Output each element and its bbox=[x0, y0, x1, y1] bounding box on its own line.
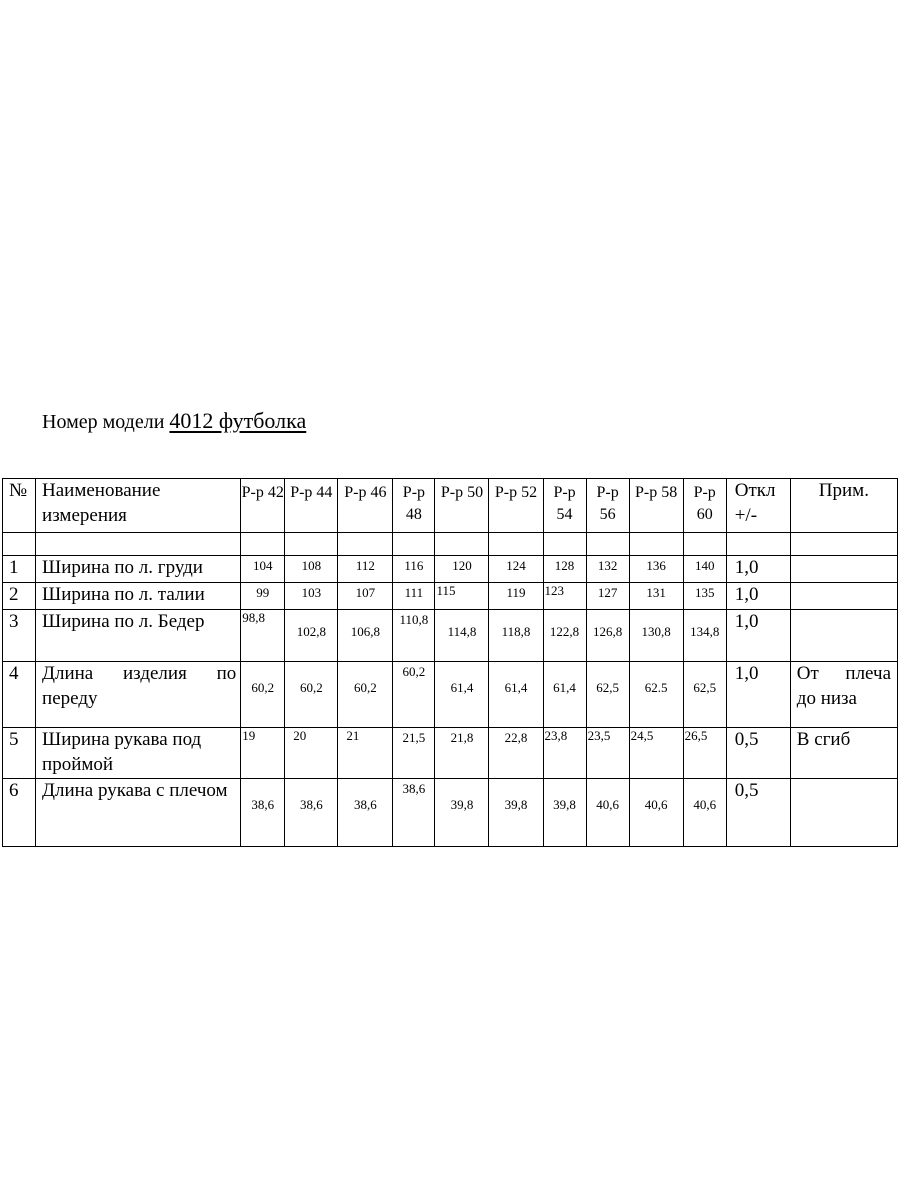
blank-cell bbox=[3, 533, 36, 556]
measurement-name: Ширина рукава под проймой bbox=[36, 728, 241, 779]
note-value bbox=[790, 556, 897, 583]
size-value: 26,5 bbox=[683, 728, 726, 779]
size-value: 122,8 bbox=[543, 610, 586, 662]
size-value: 104 bbox=[241, 556, 285, 583]
deviation-value: 1,0 bbox=[726, 583, 790, 610]
blank-cell bbox=[629, 533, 683, 556]
size-value: 116 bbox=[393, 556, 435, 583]
blank-cell bbox=[489, 533, 543, 556]
size-value: 61,4 bbox=[543, 662, 586, 728]
row-number: 1 bbox=[3, 556, 36, 583]
note-value bbox=[790, 583, 897, 610]
size-value: 23,8 bbox=[543, 728, 586, 779]
size-value: 61,4 bbox=[489, 662, 543, 728]
size-value: 38,6 bbox=[285, 779, 338, 847]
size-value: 123 bbox=[543, 583, 586, 610]
header-size: Р-р 44 bbox=[285, 479, 338, 533]
size-value: 130,8 bbox=[629, 610, 683, 662]
note-value: В сгиб bbox=[790, 728, 897, 779]
measurement-name: Ширина по л. талии bbox=[36, 583, 241, 610]
blank-cell bbox=[435, 533, 489, 556]
size-value: 140 bbox=[683, 556, 726, 583]
blank-cell bbox=[790, 533, 897, 556]
size-value: 127 bbox=[586, 583, 629, 610]
table-row bbox=[3, 662, 898, 728]
size-value: 132 bbox=[586, 556, 629, 583]
blank-cell bbox=[586, 533, 629, 556]
deviation-value: 1,0 bbox=[726, 662, 790, 728]
header-number: № bbox=[3, 479, 36, 533]
size-value: 60,2 bbox=[393, 662, 435, 728]
size-value: 99 bbox=[241, 583, 285, 610]
table-header-row bbox=[3, 479, 898, 533]
size-value: 108 bbox=[285, 556, 338, 583]
header-note: Прим. bbox=[790, 479, 897, 533]
deviation-value: 0,5 bbox=[726, 779, 790, 847]
document-title bbox=[42, 408, 306, 434]
size-value: 21,5 bbox=[393, 728, 435, 779]
size-value: 118,8 bbox=[489, 610, 543, 662]
size-value: 40,6 bbox=[683, 779, 726, 847]
size-value: 23,5 bbox=[586, 728, 629, 779]
header-size: Р-р 60 bbox=[683, 479, 726, 533]
row-number: 3 bbox=[3, 610, 36, 662]
size-value: 135 bbox=[683, 583, 726, 610]
size-value: 19 bbox=[241, 728, 285, 779]
blank-cell bbox=[285, 533, 338, 556]
note-value bbox=[790, 779, 897, 847]
size-value: 62,5 bbox=[683, 662, 726, 728]
table-row bbox=[3, 779, 898, 847]
size-value: 126,8 bbox=[586, 610, 629, 662]
size-value: 20 bbox=[285, 728, 338, 779]
row-number: 2 bbox=[3, 583, 36, 610]
size-value: 40,6 bbox=[629, 779, 683, 847]
size-value: 131 bbox=[629, 583, 683, 610]
measurement-name: Длина изделия по переду bbox=[36, 662, 241, 728]
size-value: 110,8 bbox=[393, 610, 435, 662]
deviation-value: 0,5 bbox=[726, 728, 790, 779]
measurement-table bbox=[2, 478, 898, 847]
size-value: 62,5 bbox=[586, 662, 629, 728]
size-value: 119 bbox=[489, 583, 543, 610]
size-value: 22,8 bbox=[489, 728, 543, 779]
size-value: 103 bbox=[285, 583, 338, 610]
blank-cell bbox=[36, 533, 241, 556]
size-value: 98,8 bbox=[241, 610, 285, 662]
size-value: 60,2 bbox=[285, 662, 338, 728]
blank-cell bbox=[241, 533, 285, 556]
table-row-blank bbox=[3, 533, 898, 556]
size-value: 120 bbox=[435, 556, 489, 583]
deviation-value: 1,0 bbox=[726, 610, 790, 662]
header-size: Р-р 50 bbox=[435, 479, 489, 533]
header-size: Р-р 46 bbox=[338, 479, 393, 533]
measurement-name: Ширина по л. груди bbox=[36, 556, 241, 583]
measurement-name: Длина рукава с плечом bbox=[36, 779, 241, 847]
size-value: 39,8 bbox=[543, 779, 586, 847]
size-value: 134,8 bbox=[683, 610, 726, 662]
row-number: 4 bbox=[3, 662, 36, 728]
table-row bbox=[3, 556, 898, 583]
blank-cell bbox=[393, 533, 435, 556]
model-name: 4012 футболка bbox=[169, 408, 307, 433]
size-value: 106,8 bbox=[338, 610, 393, 662]
size-value: 40,6 bbox=[586, 779, 629, 847]
size-value: 38,6 bbox=[338, 779, 393, 847]
header-size: Р-р 52 bbox=[489, 479, 543, 533]
size-value: 38,6 bbox=[241, 779, 285, 847]
size-value: 115 bbox=[435, 583, 489, 610]
size-value: 114,8 bbox=[435, 610, 489, 662]
size-value: 60,2 bbox=[338, 662, 393, 728]
header-size: Р-р 48 bbox=[393, 479, 435, 533]
size-value: 107 bbox=[338, 583, 393, 610]
header-name: Наименование измерения bbox=[36, 479, 241, 533]
size-value: 60,2 bbox=[241, 662, 285, 728]
blank-cell bbox=[683, 533, 726, 556]
size-value: 39,8 bbox=[489, 779, 543, 847]
size-value: 21,8 bbox=[435, 728, 489, 779]
size-value: 61,4 bbox=[435, 662, 489, 728]
size-value: 124 bbox=[489, 556, 543, 583]
title-label: Номер модели bbox=[42, 411, 165, 433]
note-value: От плеча до низа bbox=[790, 662, 897, 728]
row-number: 6 bbox=[3, 779, 36, 847]
size-value: 21 bbox=[338, 728, 393, 779]
header-size: Р-р 54 bbox=[543, 479, 586, 533]
header-deviation: Откл +/- bbox=[726, 479, 790, 533]
size-value: 111 bbox=[393, 583, 435, 610]
deviation-value: 1,0 bbox=[726, 556, 790, 583]
size-value: 39,8 bbox=[435, 779, 489, 847]
table-row bbox=[3, 728, 898, 779]
header-size: Р-р 56 bbox=[586, 479, 629, 533]
table-row bbox=[3, 610, 898, 662]
measurement-name: Ширина по л. Бедер bbox=[36, 610, 241, 662]
size-value: 62.5 bbox=[629, 662, 683, 728]
size-value: 112 bbox=[338, 556, 393, 583]
size-value: 102,8 bbox=[285, 610, 338, 662]
note-value bbox=[790, 610, 897, 662]
row-number: 5 bbox=[3, 728, 36, 779]
size-value: 128 bbox=[543, 556, 586, 583]
size-value: 24,5 bbox=[629, 728, 683, 779]
header-size: Р-р 42 bbox=[241, 479, 285, 533]
blank-cell bbox=[338, 533, 393, 556]
size-value: 136 bbox=[629, 556, 683, 583]
size-value: 38,6 bbox=[393, 779, 435, 847]
header-size: Р-р 58 bbox=[629, 479, 683, 533]
blank-cell bbox=[543, 533, 586, 556]
blank-cell bbox=[726, 533, 790, 556]
table-row bbox=[3, 583, 898, 610]
